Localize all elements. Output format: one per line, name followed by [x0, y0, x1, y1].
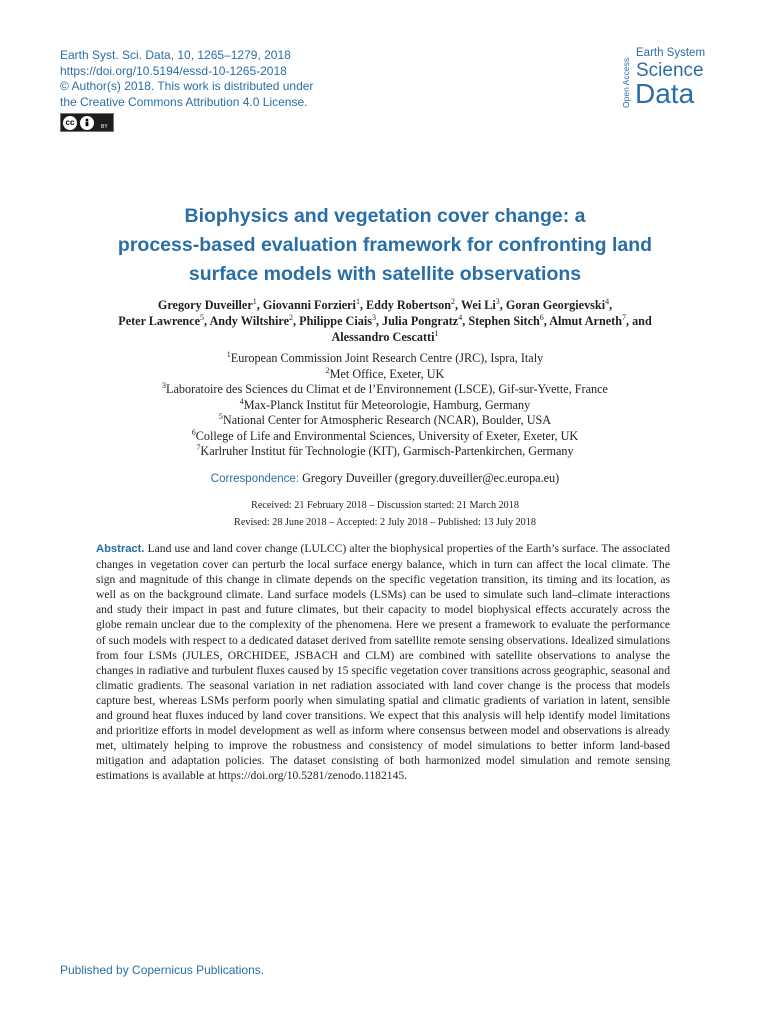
- abstract-label: Abstract.: [96, 543, 145, 555]
- affiliation-text: Max-Planck Institut für Meteorologie, Hamburg, Germany: [243, 397, 531, 412]
- correspondence: [60, 471, 710, 486]
- logo-line-3: Data: [635, 78, 695, 109]
- author-separator: ,: [543, 314, 550, 328]
- author-name: Philippe Ciais: [299, 314, 372, 328]
- attribution-person-icon: [80, 116, 94, 130]
- affiliation-number: 5: [218, 411, 223, 421]
- author-affiliation-number: 3: [495, 296, 500, 306]
- affiliation: [60, 398, 710, 414]
- author-separator: , and: [625, 314, 652, 328]
- publisher-footer[interactable]: Published by Copernicus Publications.: [60, 963, 265, 977]
- by-label: BY: [101, 124, 108, 130]
- affiliation-list: [60, 351, 710, 460]
- title-line-3: surface models with satellite observations: [188, 263, 582, 285]
- license-line-1: © Author(s) 2018. This work is distributed under: [60, 79, 314, 93]
- author-affiliation-number: 7: [621, 312, 626, 322]
- author-name: Peter Lawrence: [118, 314, 201, 328]
- affiliation: [60, 429, 710, 445]
- paper-title: [60, 202, 710, 289]
- author: [461, 298, 506, 312]
- author: [506, 298, 612, 312]
- author: [118, 314, 209, 328]
- dates-line-1: Received: 21 February 2018 – Discussion started: 21 March 2018: [251, 500, 519, 511]
- author-name: Stephen Sitch: [468, 314, 540, 328]
- correspondence-text: Gregory Duveiller (gregory.duveiller@ec.europa.eu): [302, 471, 560, 485]
- doi-link[interactable]: https://doi.org/10.5194/essd-10-1265-2018: [60, 63, 287, 78]
- author-name: Goran Georgievski: [505, 298, 606, 312]
- author-affiliation-number: 5: [200, 312, 205, 322]
- title-line-2: process-based evaluation framework for confronting land: [117, 234, 653, 256]
- author-separator: ,: [499, 298, 506, 312]
- affiliation-number: 1: [226, 349, 231, 359]
- affiliation: [60, 382, 710, 398]
- title-line-1: Biophysics and vegetation cover change: a: [184, 205, 586, 227]
- author: [366, 298, 461, 312]
- author-separator: ,: [293, 314, 300, 328]
- author-name: Eddy Robertson: [366, 298, 452, 312]
- author: [209, 314, 299, 328]
- journal-info: [60, 48, 313, 110]
- author-name: Giovanni Forzieri: [262, 298, 356, 312]
- affiliation-text: College of Life and Environmental Sciences, University of Exeter, Exeter, UK: [195, 428, 579, 443]
- open-access-icon: [621, 46, 631, 108]
- author-separator: ,: [256, 298, 263, 312]
- author-separator: ,: [462, 314, 469, 328]
- cc-icon: cc: [63, 116, 77, 130]
- author: [263, 298, 366, 312]
- author-affiliation-number: 4: [458, 312, 463, 322]
- author-affiliation-number: 1: [434, 328, 439, 338]
- affiliation: [60, 367, 710, 383]
- journal-logo: [621, 46, 721, 112]
- author-name: Almut Arneth: [549, 314, 622, 328]
- logo-line-1: Earth System: [636, 47, 706, 59]
- author-list: [60, 297, 710, 345]
- affiliation-number: 6: [191, 427, 196, 437]
- author-name: Julia Pongratz: [382, 314, 459, 328]
- affiliation: [60, 413, 710, 429]
- author-separator: ,: [359, 298, 367, 312]
- author-affiliation-number: 2: [289, 312, 294, 322]
- author: [331, 330, 438, 344]
- affiliation-number: 4: [239, 396, 244, 406]
- affiliation: [60, 444, 710, 460]
- author-name: Alessandro Cescatti: [331, 330, 435, 344]
- affiliation-text: Karlruher Institut für Technologie (KIT), Garmisch-Partenkirchen, Germany: [200, 444, 574, 458]
- author: [299, 314, 382, 328]
- author-separator: ,: [455, 298, 461, 312]
- logo-line-2: Science: [636, 60, 704, 81]
- affiliation-text: Laboratoire des Sciences du Climat et de l’Environnement (LSCE), Gif-sur-Yvette, France: [166, 382, 608, 396]
- dates-line-2: Revised: 28 June 2018 – Accepted: 2 July 2018 – Published: 13 July 2018: [234, 517, 536, 528]
- author-separator: ,: [609, 298, 613, 312]
- correspondence-label: Correspondence:: [210, 473, 300, 485]
- author: [158, 298, 263, 312]
- author-name: Andy Wiltshire: [209, 314, 290, 328]
- author-affiliation-number: 6: [539, 312, 544, 322]
- author-name: Wei Li: [460, 298, 496, 312]
- abstract-text: Land use and land cover change (LULCC) alter the biophysical properties of the Earth’s surface. The associated changes in vegetation cover can perturb the local surface energy balance, which in turn can affect the local climate. The sign and magnitude of this change in climate depends on the specific vegetation transition, its timing and its location, as well as on the background climate. Land surface models (LSMs) can be used to simulate such land–climate interactions and study their impact in past and future climates, but their capacity to model biophysical effects accurately across the globe remain unclear due to the complexity of the phenomena. Here we present a framework to evaluate the performance of such models with respect to a dedicated dataset derived from satellite remote sensing observations. Idealized simulations from four LSMs (JULES, ORCHIDEE, JSBACH and CLM) are combined with satellite observations to analyse the changes in radiative and turbulent fluxes caused by 15 specific vegetation cover transitions across geographic, seasonal and climatic gradients. The seasonal variation in net radiation associated with land cover change is the process that models capture best, whereas LSMs perform poorly when simulating spatial and climatic gradients of variation in latent, sensible and ground heat fluxes induced by land cover transitions. We expect that this analysis will help identify model limitations and prioritize efforts in model development as well as inform where consensus between model and observations is already met, ultimately helping to improve the robustness and consistency of model simulations to better inform land-based mitigation and adaptation policies. The dataset consisting of both harmonized model simulation and remote sensing estimations is available at https://doi.org/10.5281/zenodo.1182145.: [96, 542, 671, 783]
- abstract: [96, 541, 670, 784]
- author-separator: ,: [375, 314, 383, 328]
- author-name: Gregory Duveiller: [157, 298, 253, 312]
- author-affiliation-number: 4: [605, 296, 610, 306]
- author-separator: ,: [204, 314, 210, 328]
- license-line-2[interactable]: the Creative Commons Attribution 4.0 License.: [60, 94, 308, 109]
- affiliation-text: Met Office, Exeter, UK: [329, 366, 445, 381]
- author-affiliation-number: 1: [355, 296, 360, 306]
- author-affiliation-number: 3: [371, 312, 376, 322]
- cc-by-badge[interactable]: [60, 113, 114, 132]
- author: [468, 314, 549, 328]
- author-affiliation-number: 2: [451, 296, 456, 306]
- author: [549, 314, 652, 328]
- journal-citation: Earth Syst. Sci. Data, 10, 1265–1279, 2018: [60, 48, 291, 62]
- author: [382, 314, 468, 328]
- author-affiliation-number: 1: [252, 296, 257, 306]
- affiliation-text: European Commission Joint Research Centre (JRC), Ispra, Italy: [230, 351, 544, 365]
- publication-dates: [60, 497, 710, 531]
- affiliation-text: National Center for Atmospheric Research (NCAR), Boulder, USA: [222, 413, 552, 427]
- affiliation-number: 7: [196, 442, 201, 452]
- affiliation: [60, 351, 710, 367]
- affiliation-number: 2: [325, 365, 330, 375]
- affiliation-number: 3: [162, 380, 167, 390]
- svg-text:Open Access: Open Access: [621, 57, 631, 108]
